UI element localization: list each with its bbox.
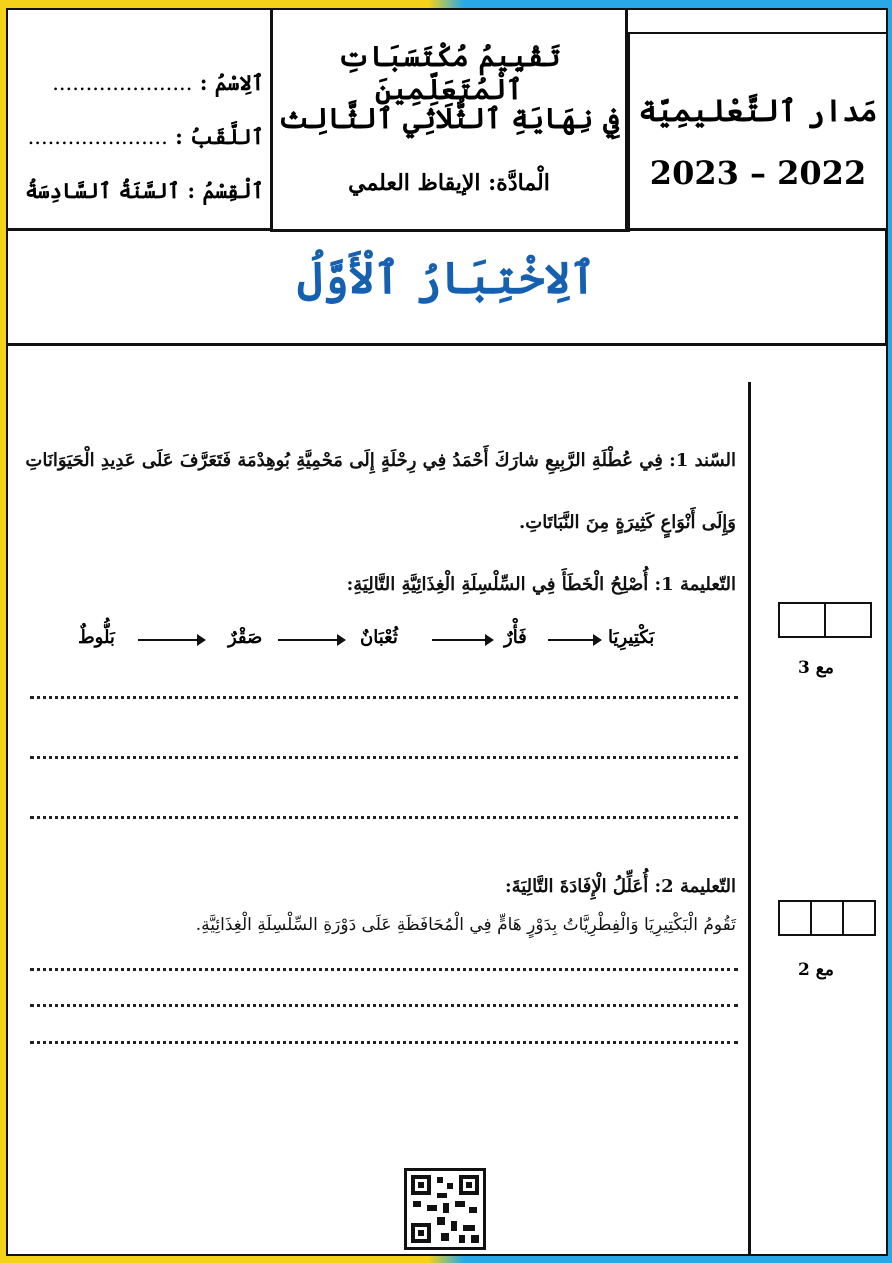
answer-line[interactable] — [30, 1041, 738, 1044]
qr-code-icon — [407, 1171, 483, 1247]
school-year-box — [628, 32, 886, 232]
score-label-instruction1: مع 3 — [798, 658, 834, 678]
surname-row — [28, 124, 264, 149]
score-cell — [780, 902, 810, 934]
food-chain — [78, 627, 655, 657]
answer-line[interactable] — [30, 756, 738, 759]
score-label-instruction2: مع 2 — [798, 960, 834, 980]
score-cell — [824, 604, 870, 636]
chain-arrow — [432, 639, 492, 641]
score-box-instruction1[interactable] — [778, 602, 872, 638]
chain-node-4: صَقْرٌ — [228, 627, 263, 648]
name-row — [52, 70, 264, 95]
margin-divider — [748, 382, 751, 1254]
exam-sheet — [6, 8, 888, 1256]
score-cell — [780, 604, 824, 636]
class-row — [25, 178, 264, 203]
class-label: ٱلْقِسْمُ : ٱلسَّنَةُ ٱلسَّادِسَةُ — [25, 178, 264, 203]
name-label: ٱلِاسْمُ : — [199, 70, 264, 95]
chain-arrow — [278, 639, 344, 641]
eval-title-line2: فِي نِهَايَةِ ٱلثُّلَاثِي ٱلثَّالِث — [278, 102, 620, 135]
chain-arrow — [548, 639, 600, 641]
qr-code — [404, 1168, 486, 1250]
answer-line[interactable] — [30, 696, 738, 699]
score-cell — [810, 902, 842, 934]
student-info — [8, 32, 270, 232]
score-box-instruction2[interactable] — [778, 900, 876, 936]
evaluation-title-box — [270, 10, 628, 232]
exam-title-band — [8, 228, 888, 346]
chain-node-2: فَأْرٌ — [504, 627, 527, 648]
surname-blank[interactable]: ..................... — [27, 125, 168, 149]
eval-title-line1: تَقْيِيمُ مُكْتَسَبَاتِ ٱلْمُتَعَلِّمِينَ — [337, 40, 561, 106]
school-year: 2023 – 2022 — [649, 154, 867, 192]
document1-line1: السّند 1: فِي عُطْلَةِ الرَّبِيعِ شارَكَ أَحْمَدُ فِي رِحْلَةٍ إِلَى مَحْمِيَّةِ بُوهِدْمَة فَتَعَرَّفَ عَلَى عَدِيدِ الْحَيَوَانَاتِ — [25, 450, 736, 471]
instruction2-statement: تَقُومُ الْبَكْتِيرِيَا وَالْفِطْرِيَّاتُ بِدَوْرٍ هَامٍّ فِي الْمُحَافَظَةِ عَلَى دَوْرَةِ السِّلْسِلَةِ الْغِذَائِيَّةِ. — [195, 915, 736, 935]
exam-title: ٱلِاخْتِبَارُ ٱلْأَوَّلُ — [297, 253, 596, 304]
chain-node-1: بَكْتِيرِيَا — [608, 627, 655, 648]
document1-line2: وَإِلَى أَنْوَاعٍ كَثِيرَةٍ مِنَ النَّبَاتَاتِ. — [519, 512, 736, 533]
name-blank[interactable]: ..................... — [52, 71, 193, 95]
subject: الْمادَّة: الإيقاظ العلمي — [348, 170, 550, 196]
school-year-title: مَدار ٱلتَّعْليمِيّة — [638, 94, 878, 129]
answer-line[interactable] — [30, 968, 738, 971]
score-cell — [842, 902, 874, 934]
chain-node-5: بَلُّوطٌ — [78, 627, 115, 648]
chain-arrow — [138, 639, 204, 641]
answer-line[interactable] — [30, 1004, 738, 1007]
instruction1-text: التّعليمة 1: أُصْلِحُ الْخَطَأَ فِي السِّلْسِلَةِ الْغِذَائِيَّةِ التَّالِيَةِ: — [346, 574, 736, 595]
exam-header — [8, 10, 886, 232]
instruction2-text: التّعليمة 2: أُعَلِّلُ الْإِفَادَةَ التَّالِيَةَ: — [504, 876, 736, 897]
answer-line[interactable] — [30, 816, 738, 819]
chain-node-3: ثُعْبَانٌ — [360, 627, 398, 648]
surname-label: ٱللَّقَبُ : — [175, 124, 264, 149]
